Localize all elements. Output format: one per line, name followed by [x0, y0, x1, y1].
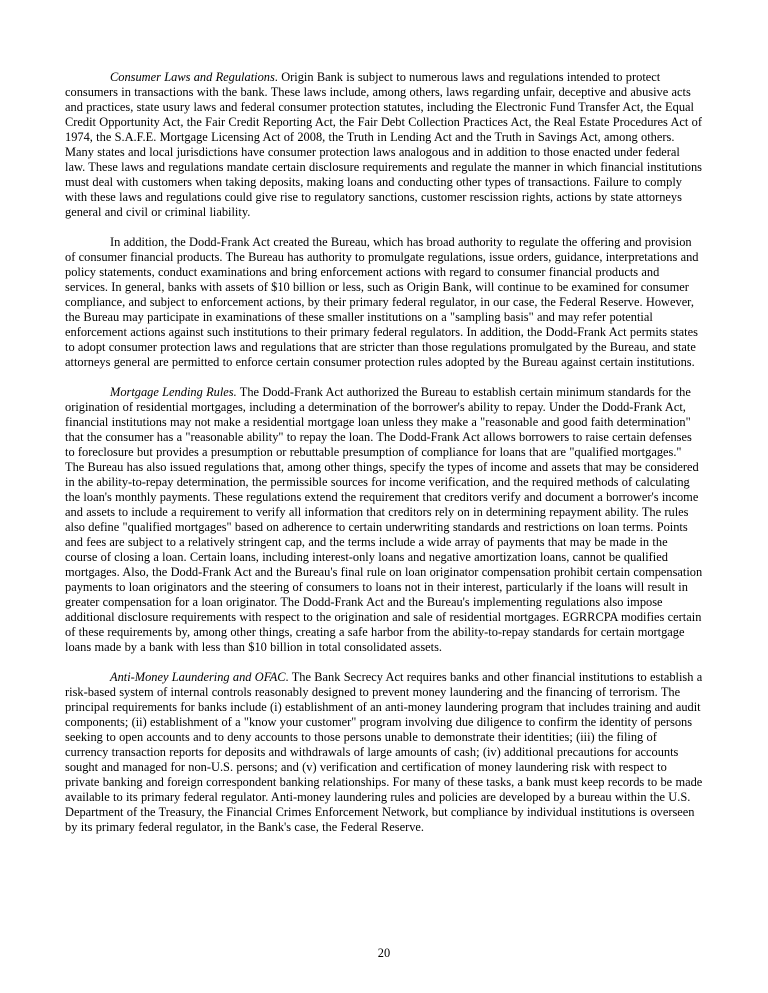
paragraph-lead: Mortgage Lending Rules.	[110, 385, 237, 399]
paragraph-lead: Anti-Money Laundering and OFAC	[110, 670, 286, 684]
paragraph-consumer-laws-and-regulations	[65, 70, 703, 220]
paragraph-body: In addition, the Dodd-Frank Act created the Bureau, which has broad authority to regulate the offering and provision of consumer financial products. The Bureau has authority to promulgate regulations, issue orders, guidance, interpretations and policy statements, conduct examinations and bring enforcement actions with regard to consumer financial products and services. In general, banks with assets of $10 billion or less, such as Origin Bank, will continue to be examined for consumer compliance, and subject to enforcement actions, by their primary federal regulator, in our case, the Federal Reserve. However, the Bureau may participate in examinations of these smaller institutions on a "sampling basis" and may refer potential enforcement actions against such institutions to their primary federal regulators. In addition, the Dodd-Frank Act permits states to adopt consumer protection laws and regulations that are stricter than those regulations promulgated by the Bureau, and state attorneys general are permitted to enforce certain consumer protection rules adopted by the Bureau against certain institutions.	[65, 235, 699, 369]
paragraph-body: . The Bank Secrecy Act requires banks and other financial institutions to establish a risk-based system of internal controls reasonably designed to prevent money laundering and the financing of terrorism. The principal requirements for banks include (i) establishment of an anti-money laundering program that includes training and audit components; (ii) establishment of a "know your customer" program involving due diligence to confirm the identity of persons seeking to open accounts and to deny accounts to those persons unable to demonstrate their identities; (iii) the filing of currency transaction reports for deposits and withdrawals of large amounts of cash; (iv) additional precautions for accounts sought and managed for non-U.S. persons; and (v) verification and certification of money laundering risk with respect to private banking and foreign correspondent banking relationships. For many of these tasks, a bank must keep records to be made available to its primary federal regulator. Anti-money laundering rules and policies are developed by a bureau within the U.S. Department of the Treasury, the Financial Crimes Enforcement Network, but compliance by individual institutions is overseen by its primary federal regulator, in the Bank's case, the Federal Reserve.	[65, 670, 703, 834]
document-content	[65, 70, 703, 835]
paragraph-body: . Origin Bank is subject to numerous laws and regulations intended to protect consumers in transactions with the bank. These laws include, among others, laws regarding unfair, deceptive and abusive acts and practices, state usury laws and federal consumer protection statutes, including the Electronic Fund Transfer Act, the Equal Credit Opportunity Act, the Fair Credit Reporting Act, the Fair Debt Collection Practices Act, the Real Estate Procedures Act of 1974, the S.A.F.E. Mortgage Licensing Act of 2008, the Truth in Lending Act and the Truth in Savings Act, among others. Many states and local jurisdictions have consumer protection laws analogous and in addition to those enacted under federal law. These laws and regulations mandate certain disclosure requirements and regulate the manner in which financial institutions must deal with customers when taking deposits, making loans and conducting other types of transactions. Failure to comply with these laws and regulations could give rise to regulatory sanctions, customer rescission rights, actions by state attorneys general and civil or criminal liability.	[65, 70, 702, 219]
paragraph-mortgage-lending-rules	[65, 385, 703, 655]
paragraph-anti-money-laundering-ofac	[65, 670, 703, 835]
paragraph-lead: Consumer Laws and Regulations	[110, 70, 275, 84]
paragraph-dodd-frank-bureau	[65, 235, 703, 370]
paragraph-body: The Dodd-Frank Act authorized the Bureau to establish certain minimum standards for the origination of residential mortgages, including a determination of the borrower's ability to repay. Under the Dodd-Frank Act, financial institutions may not make a residential mortgage loan unless they make a "reasonable and good faith determination" that the consumer has a "reasonable ability" to repay the loan. The Dodd-Frank Act allows borrowers to raise certain defenses to foreclosure but provides a presumption or rebuttable presumption of compliance for loans that are "qualified mortgages." The Bureau has also issued regulations that, among other things, specify the types of income and assets that may be considered in the ability-to-repay determination, the permissible sources for income verification, and the required methods of calculating the loan's monthly payments. These regulations extend the requirement that creditors verify and document a borrower's income and assets to include a requirement to verify all information that creditors rely on in determining repayment ability. The rules also define "qualified mortgages" based on adherence to certain underwriting standards and restrictions on loan terms. Points and fees are subject to a relatively stringent cap, and the terms include a wide array of payments that may be made in the course of closing a loan. Certain loans, including interest-only loans and negative amortization loans, cannot be qualified mortgages. Also, the Dodd-Frank Act and the Bureau's final rule on loan originator compensation prohibit certain compensation payments to loan originators and the steering of consumers to loans not in their interest, particularly if the loans will result in greater compensation for a loan originator. The Dodd-Frank Act and the Bureau's implementing regulations also impose additional disclosure requirements with respect to the origination and sale of residential mortgages. EGRRCPA modifies certain of these requirements by, among other things, creating a safe harbor from the ability-to-repay standards for certain mortgage loans made by a bank with less than $10 billion in total consolidated assets.	[65, 385, 703, 654]
page-number: 20	[377, 946, 391, 960]
